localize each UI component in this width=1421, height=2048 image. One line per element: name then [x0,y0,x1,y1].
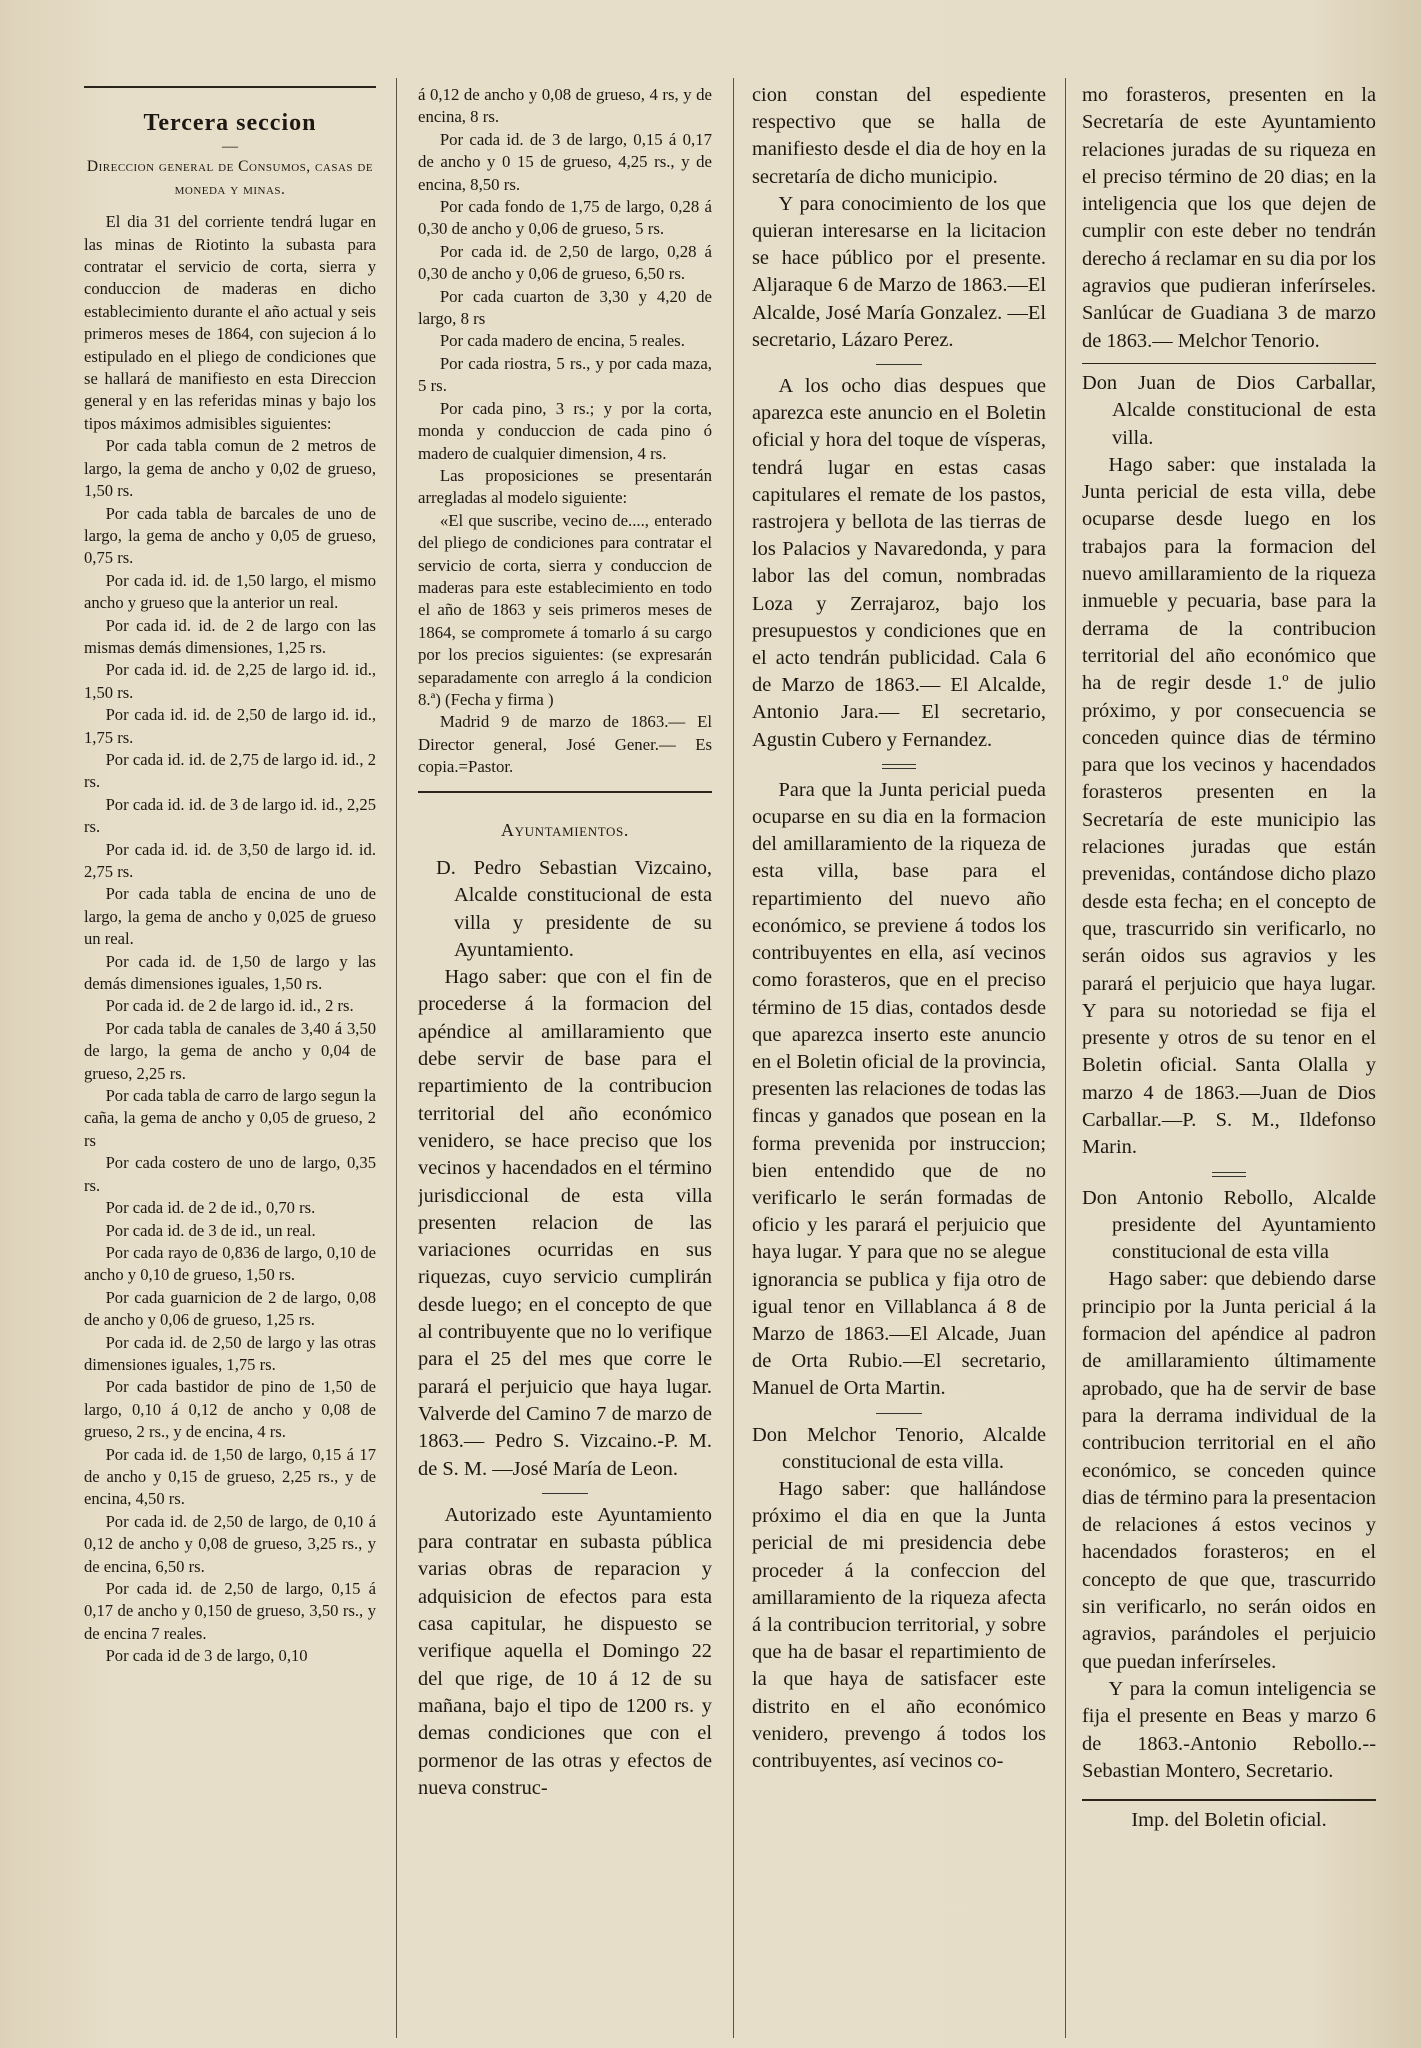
separator [876,364,922,365]
paragraph: Por cada id. id. de 2,25 de largo id. id., 1,50 rs. [84,660,376,702]
paragraph: Por cada id. de 1,50 de largo y las demás dimensiones iguales, 1,50 rs. [84,951,376,994]
notice-heading: D. Pedro Sebastian Vizcaino, Alcalde constitucional de esta villa y presidente de su Ayuntamiento. [436,857,712,961]
column-2 [418,84,712,2044]
paragraph: Por cada tabla de carro de largo segun la caña, la gema de ancho y 0,05 de grueso, 2 rs [84,1086,376,1150]
notice-body: Y para la comun inteligencia se fija el presente en Beas y marzo 6 de 1863.-Antonio Rebollo.--Sebastian Montero, Secretario. [1082,1677,1376,1782]
paragraph: «El que suscribe, vecino de...., enterado del pliego de condiciones para contratar el servicio de corta, sierra y conduccion de maderas para este establecimiento en todo el año de 1863 y seis primeros meses de 1864, se compromete á tomarlo á su cargo por los precios siguientes: (se expresarán separadamente con arreglo á la condicion 8.ª) (Fecha y firma ) [418,510,712,709]
column-4 [1082,82,1376,2044]
notice-body: Autorizado este Ayuntamiento para contratar en subasta pública varias obras de reparacion y adquisicion de efectos para esta casa capitular, he dispuesto se verifique aquella el Domingo 22 del que rige, de 10 á 12 de su mañana, bajo el tipo de 1200 rs. y demas condiciones que con el pormenor de las otras y efectos de nueva construc- [418,1503,712,1799]
paragraph: Por cada costero de uno de largo, 0,35 rs. [84,1153,376,1195]
paragraph: Por cada id. de 1,50 de largo, 0,15 á 17 de ancho y 0,15 de grueso, 2,25 rs., y de encina, 4,50 rs. [84,1444,376,1509]
section-title: Tercera seccion [143,110,317,136]
cala-notice: A los ocho dias despues que aparezca este anuncio en el Boletin oficial y hora del toque de vísperas, tendrá lugar en estas casas capitulares el remate de los pastos, rastrojera y bellota de las tierras de los Palacios y Navaredonda, y para labor las del comun, nombradas Loza y Zerrajaroz, bajo los presupuestos y condiciones que en el acto tendrán publicidad. Cala 6 de Marzo de 1863.— El Alcalde, Antonio Jara.— El secretario, Agustin Cubero y Fernandez. [752,375,1046,751]
paragraph: Por cada id. id. de 1,50 largo, el mismo ancho y grueso que la anterior un real. [84,570,376,613]
paragraph: Por cada id. id. de 3,50 de largo id. id. 2,75 rs. [84,839,376,881]
separator [876,1413,922,1414]
paragraph: Por cada pino, 3 rs.; y por la corta, monda y conduccion de cada pino ó madero de cualquier dimension, 4 rs. [418,398,712,463]
paragraph: Por cada fondo de 1,75 de largo, 0,28 á 0,30 de ancho y 0,06 de grueso, 5 rs. [418,197,712,239]
imprint: Imp. del Boletin oficial. [1082,1799,1376,1834]
notice-heading: Don Antonio Rebollo, Alcalde presidente del Ayuntamiento constitucional de esta villa [1082,1186,1376,1264]
paragraph: Por cada bastidor de pino de 1,50 de largo, 0,10 á 0,12 de ancho y 0,08 de grueso, 2 rs., y de encina, 4 rs. [84,1377,376,1442]
notice-body: Hago saber: que debiendo darse principio por la Junta pericial á la formacion del apéndice al padron de amillaramiento últimamente aprobado, que ha de servir de base para la derrama individual de la contribucion territorial en el año económico, se conceden quince dias de término para la presentacion de relaciones á estos vecinos y hacendados forasteros; en el concepto de que que, trascurrido sin verificarlo, no serán oidos en agravios, parándoles el perjuicio que puedan inferírseles. [1082,1268,1376,1673]
notice-heading: Don Juan de Dios Carballar, Alcalde constitucional de esta villa. [1082,371,1376,449]
title-ornament: — [222,138,238,156]
separator [542,1493,588,1494]
column-3 [752,82,1046,2044]
column-divider-1 [396,78,397,2038]
paragraph: Por cada tabla de canales de 3,40 á 3,50 de largo, la gema de ancho y 0,04 de grueso, 2,25 rs. [84,1018,376,1083]
paragraph: Por cada id. de 2 de largo id. id., 2 rs. [105,996,354,1016]
notice-body: Hago saber: que instalada la Junta pericial de esta villa, debe ocuparse desde luego en los trabajos para la formacion del nuevo amillaramiento de la riqueza inmueble y pecuaria, base para la derrama de la contribucion territorial del año económico que ha de regir desde 1.º de julio próximo, y por consecuencia se conceden quince dias de término para que los vecinos y hacendados forasteros presenten en la Secretaría de este municipio las relaciones juradas que están prevenidas, contándose dicho plazo desde esta fecha; en el concepto de que, trascurrido sin verificarlo, no serán oidos sus agravios y les parará el perjuicio que haya lugar. Y para su notoriedad se fija el presente y otros de su tenor en el Boletin oficial. Santa Olalla y marzo 4 de 1863.—Juan de Dios Carballar.—P. S. M., Ildefonso Marin. [1082,453,1376,1159]
riotinto-notice [84,211,376,1667]
column-divider-2 [733,78,734,2038]
paragraph: Por cada id. de 2,50 de largo, 0,28 á 0,30 de ancho y 0,06 de grueso, 6,50 rs. [418,241,712,284]
paragraph: Por cada tabla de encina de uno de largo, la gema de ancho y 0,025 de grueso un real. [84,884,376,949]
villablanca-notice: Para que la Junta pericial pueda ocuparse en su dia en la formacion del amillaramiento de la riqueza de esta villa, base para el repartimiento del nuevo año económico, se previene á todos los contribuyentes en ella, así vecinos como forasteros, que en el preciso término de 15 dias, contados desde que aparezca inserto este anuncio en el Boletin oficial de la provincia, presenten las relaciones de todas las fincas y ganados que posean en la forma prevenida por instruccion; bien entendido que de no verificarlo le serán formadas de oficio y les parará el perjuicio que haya lugar. Y para que no se alegue ignorancia se publica y fija otro de igual tenor en Villablanca á 8 de Marzo de 1863.—El Alcade, Juan de Orta Rubio.—El secretario, Manuel de Orta Martin. [752,778,1046,1400]
paragraph: Por cada id. id. de 2,75 de largo id. id., 2 rs. [84,749,376,792]
paragraph: Madrid 9 de marzo de 1863.— El Director general, José Gener.— Es copia.=Pastor. [418,712,712,777]
paragraph: Por cada guarnicion de 2 de largo, 0,08 de ancho y 0,06 de grueso, 1,25 rs. [84,1287,376,1330]
paragraph: Por cada madero de encina, 5 reales. [439,331,685,351]
paragraph: Las proposiciones se presentarán arregladas al modelo siguiente: [418,465,712,508]
paragraph: Por cada id. de 2 de id., 0,70 rs. [105,1198,316,1218]
separator [1212,1172,1246,1177]
valverde-notice [418,855,712,1802]
column-1 [84,82,376,2044]
notice-body: cion constan del espediente respectivo que se halla de manifiesto desde el dia de hoy en la secretaría de dicho municipio. [752,84,1046,188]
paragraph: Por cada id. de 3 de largo, 0,15 á 0,17 de ancho y 0 15 de grueso, 4,25 rs., y de encina, 8,50 rs. [418,129,712,194]
ayuntamientos-heading: Ayuntamientos. [501,819,629,840]
column-divider-3 [1065,78,1066,2038]
paragraph: El dia 31 del corriente tendrá lugar en las minas de Riotinto la subasta para contratar el servicio de corta, sierra y conduccion de maderas en dicho establecimiento durante el año actual y seis primeros meses de 1864, con sujecion á lo estipulado en el pliego de condiciones que se hallará de manifiesto en esta Direccion general y en las referidas minas y bajo los tipos máximos admisibles siguientes: [84,212,376,433]
paragraph: Por cada id. de 2,50 de largo, 0,15 á 0,17 de ancho y 0,150 de grueso, 3,50 rs., y de encina 7 reales. [84,1579,376,1643]
dept-heading: Direccion general de Consumos, casas de moneda y minas. [86,158,374,198]
paragraph: Por cada id. id. de 2,50 de largo id. id., 1,75 rs. [84,705,376,747]
paragraph: á 0,12 de ancho y 0,08 de grueso, 4 rs, y de encina, 8 rs. [418,85,712,127]
notice-body: mo forasteros, presenten en la Secretaría de este Ayuntamiento relaciones juradas de su riqueza en el preciso término de 20 dias; en la inteligencia que los que dejen de cumplir con este deber no tendrán derecho á reclamar en su dia por los agravios que pudieran inferírseles. Sanlúcar de Guadiana 3 de marzo de 1863.— Melchor Tenorio. [1082,84,1376,352]
paragraph: Por cada id. id. de 2 de largo con las mismas demás dimensiones, 1,25 rs. [84,615,376,657]
paragraph: Por cada cuarton de 3,30 y 4,20 de largo, 8 rs [418,286,712,329]
paragraph: Por cada id de 3 de largo, 0,10 [105,1646,308,1666]
paragraph: Por cada id. id. de 3 de largo id. id., 2,25 rs. [84,794,376,837]
notice-heading: Don Melchor Tenorio, Alcalde constitucional de esta villa. [752,1423,1046,1473]
notice-body: Hago saber: que con el fin de procederse á la formacion del apéndice al amillaramiento que debe servir de base para el repartimiento de la contribucion territorial del año económico venidero, se hace preciso que los vecinos y hacendados en el término jurisdiccional de esta villa presenten relacion de las variaciones ocurridas en sus riquezas, cuyo servicio cumplirán desde luego; en el concepto de que al contribuyente que no lo verifique para el 25 del mes que corre le parará el perjuicio que haya lugar. Valverde del Camino 7 de marzo de 1863.— Pedro S. Vizcaino.-P. M. de S. M. —José María de Leon. [418,966,712,1480]
notice-body: Y para conocimiento de los que quieran interesarse en la licitacion se hace público por el presente. Aljaraque 6 de Marzo de 1863.—El Alcalde, José María Gonzalez. —El secretario, Lázaro Perez. [752,192,1046,351]
separator [1082,363,1376,364]
paragraph: Por cada riostra, 5 rs., y por cada maza, 5 rs. [418,353,712,396]
notice-body: Hago saber: que hallándose próximo el dia en que la Junta pericial de mi presidencia debe proceder á la confeccion del amillaramiento de la riqueza afecta á la contribucion territorial, y sobre que ha de basar el repartimiento de la que haya de satisfacer este distrito en el año económico venidero, prevengo á todos los contribuyentes, así vecinos co- [752,1477,1046,1772]
paragraph: Por cada rayo de 0,836 de largo, 0,10 de ancho y 0,10 de grueso, 1,50 rs. [84,1242,376,1285]
section-rule [418,791,712,793]
separator [882,764,916,769]
paragraph: Por cada tabla de barcales de uno de largo, la gema de ancho y 0,05 de grueso, 0,75 rs. [84,503,376,568]
paragraph: Por cada id. de 2,50 de largo, de 0,10 á 0,12 de ancho y 0,08 de grueso, 3,25 rs., y de encina, 6,50 rs. [84,1511,376,1576]
paragraph: Por cada id. de 2,50 de largo y las otras dimensiones iguales, 1,75 rs. [84,1332,376,1374]
paragraph: Por cada id. de 3 de id., un real. [105,1220,316,1240]
paragraph: Por cada tabla comun de 2 metros de largo, la gema de ancho y 0,02 de grueso, 1,50 rs. [84,436,376,501]
